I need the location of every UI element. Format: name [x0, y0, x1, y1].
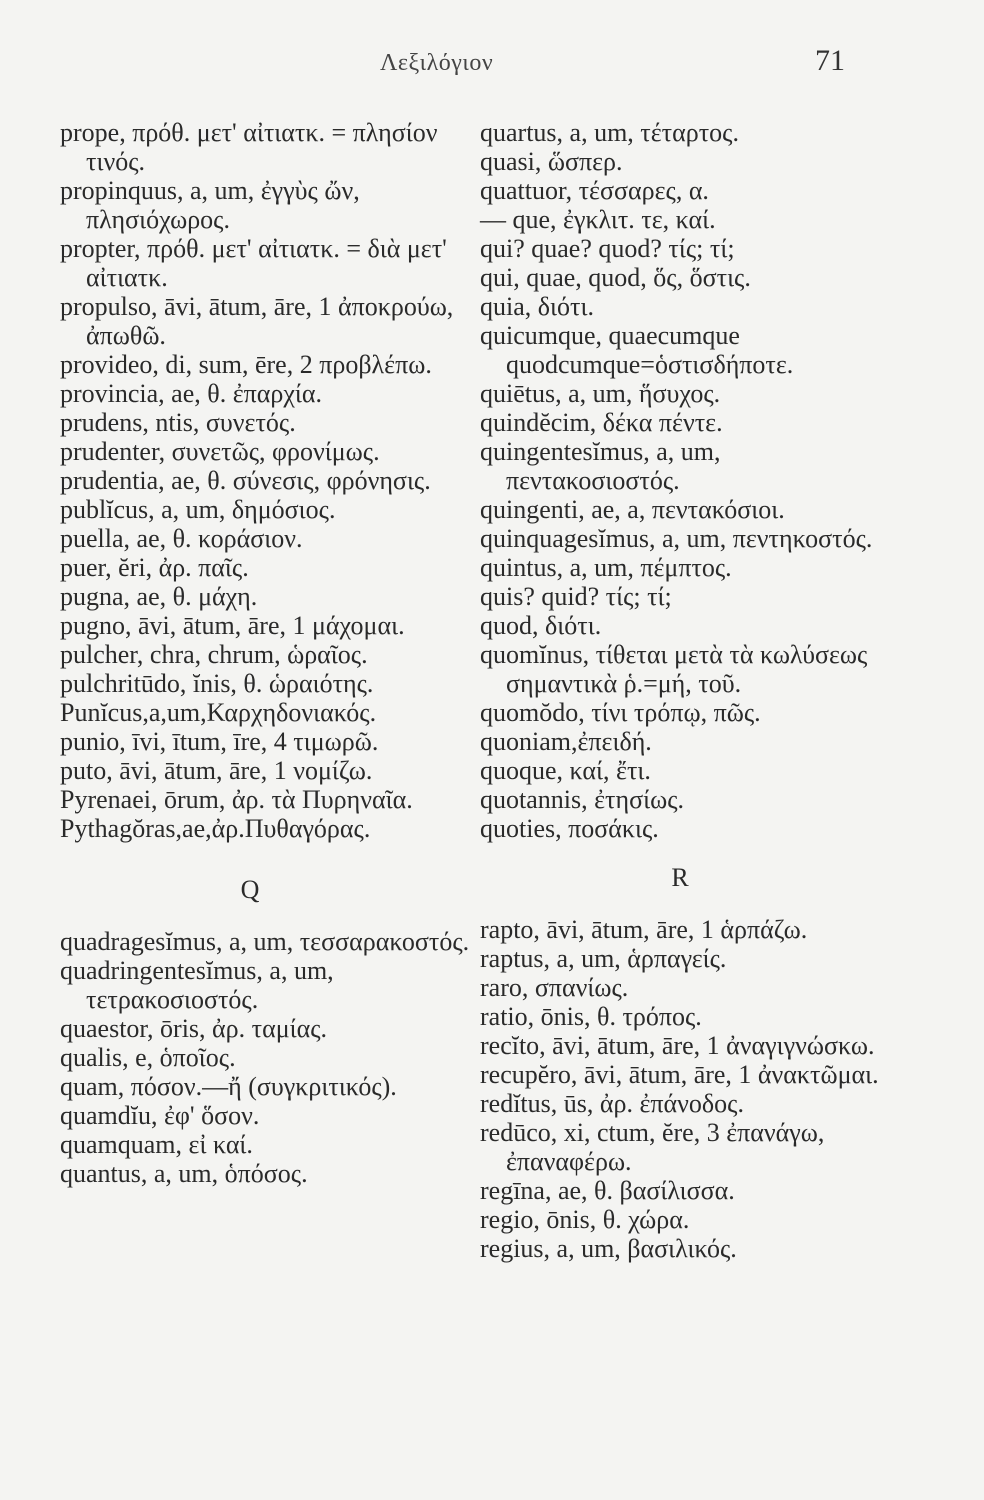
letter-heading-r: R — [671, 863, 689, 892]
entry: quomŏdo, τίνι τρόπῳ, πῶς. — [480, 698, 761, 727]
entry: puer, ĕri, ἀρ. παῖς. — [60, 553, 249, 582]
entry: quotannis, ἐτησίως. — [480, 785, 684, 814]
entry: quintus, a, um, πέμπτος. — [480, 553, 732, 582]
entry: pulchritūdo, ĭnis, θ. ὡραιότης. — [60, 669, 374, 698]
entry: puto, āvi, ātum, āre, 1 νομίζω. — [60, 756, 373, 785]
entry: Pyrenaei, ōrum, ἀρ. τὰ Πυρηναῖα. — [60, 785, 413, 814]
entry: quis? quid? τίς; τί; — [480, 582, 672, 611]
entry: qualis, e, ὁποῖος. — [60, 1043, 236, 1072]
entry: quantus, a, um, ὁπόσος. — [60, 1159, 308, 1188]
entry: prudentia, ae, θ. σύνεσις, φρόνησις. — [60, 466, 431, 495]
entry: quam, πόσον.—ἤ (συγκριτικός). — [60, 1072, 397, 1101]
entry: Punĭcus,a,um,Καρχηδονιακός. — [60, 698, 377, 727]
entry: quod, διότι. — [480, 611, 602, 640]
letter-heading-q: Q — [240, 875, 260, 904]
page-number: 71 — [815, 44, 845, 77]
entry: quasi, ὥσπερ. — [480, 147, 623, 176]
entry: regio, ōnis, θ. χώρα. — [480, 1205, 690, 1234]
entry: quingentesĭmus, a, um, πεντακοσιοστός. — [480, 437, 721, 495]
entry: quoque, καί, ἔτι. — [480, 756, 651, 785]
entry: quiētus, a, um, ἥσυχος. — [480, 379, 721, 408]
entry: quomĭnus, τίθεται μετὰ τὰ κωλύσεως σημαντικὰ ῥ.=μή, τοῦ. — [480, 640, 868, 698]
entry: raptus, a, um, ἁρπαγείς. — [480, 944, 727, 973]
left-column — [60, 118, 470, 1188]
entry: rapto, āvi, ātum, āre, 1 ἁρπάζω. — [480, 915, 808, 944]
entry: quoties, ποσάκις. — [480, 814, 659, 843]
entry: redĭtus, ūs, ἀρ. ἐπάνοδος. — [480, 1089, 744, 1118]
entry: qui? quae? quod? τίς; τί; — [480, 234, 735, 263]
running-title: Λεξιλόγιον — [380, 50, 494, 76]
entry: quamquam, εἰ καί. — [60, 1130, 253, 1159]
entry: ratio, ōnis, θ. τρόπος. — [480, 1002, 702, 1031]
entry: qui, quae, quod, ὅς, ὅστις. — [480, 263, 751, 292]
entry: prudens, ntis, συνετός. — [60, 408, 296, 437]
entry: Pythagŏras,ae,ἀρ.Πυθαγόρας. — [60, 814, 371, 843]
entry: provideo, di, sum, ēre, 2 προβλέπω. — [60, 350, 432, 379]
entry: prudenter, συνετῶς, φρονίμως. — [60, 437, 380, 466]
entry: quoniam,ἐπειδή. — [480, 727, 652, 756]
entry: redūco, xi, ctum, ĕre, 3 ἐπανάγω, ἐπαναφέρω. — [480, 1118, 825, 1176]
entry: quattuor, τέσσαρες, α. — [480, 176, 709, 205]
entry: quartus, a, um, τέταρτος. — [480, 118, 739, 147]
entry: pugno, āvi, ātum, āre, 1 μάχομαι. — [60, 611, 405, 640]
entry: raro, σπανίως. — [480, 973, 629, 1002]
running-head — [0, 42, 984, 92]
entry: regīna, ae, θ. βασίλισσα. — [480, 1176, 735, 1205]
right-column — [480, 118, 900, 1263]
entry: propinquus, a, um, ἐγγὺς ὤν, πλησιόχωρος. — [60, 176, 360, 234]
entry: quia, διότι. — [480, 292, 594, 321]
entry: prope, πρόθ. μετ' αἰτιατκ. = πλησίον τινός. — [60, 118, 438, 176]
entry: quingenti, ae, a, πεντακόσιοι. — [480, 495, 785, 524]
entry: quinquagesĭmus, a, um, πεντηκοστός. — [480, 524, 873, 553]
entry: quamdĭu, ἐφ' ὅσον. — [60, 1101, 260, 1130]
entry: regius, a, um, βασιλικός. — [480, 1234, 737, 1263]
entry: quadringentesĭmus, a, um, τετρακοσιοστός. — [60, 956, 334, 1014]
entry: — que, ἐγκλιτ. τε, καί. — [480, 205, 716, 234]
entry: quaestor, ōris, ἀρ. ταμίας. — [60, 1014, 328, 1043]
entry: quicumque, quaecumque quodcumque=ὁστισδήποτε. — [480, 321, 794, 379]
entry: publĭcus, a, um, δημόσιος. — [60, 495, 336, 524]
entry: puella, ae, θ. κοράσιον. — [60, 524, 303, 553]
entry: propulso, āvi, ātum, āre, 1 ἀποκρούω, ἀπωθῶ. — [60, 292, 454, 350]
entry: quindĕcim, δέκα πέντε. — [480, 408, 723, 437]
entry: pugna, ae, θ. μάχη. — [60, 582, 258, 611]
entry: quadragesĭmus, a, um, τεσσαρακοστός. — [60, 927, 470, 956]
entry: provincia, ae, θ. ἐπαρχία. — [60, 379, 323, 408]
entry: recupĕro, āvi, ātum, āre, 1 ἀνακτῶμαι. — [480, 1060, 879, 1089]
entry: punio, īvi, ītum, īre, 4 τιμωρῶ. — [60, 727, 379, 756]
entry: pulcher, chra, chrum, ὡραῖος. — [60, 640, 368, 669]
entry: propter, πρόθ. μετ' αἰτιατκ. = διὰ μετ' αἰτιατκ. — [60, 234, 447, 292]
entry: recĭto, āvi, ātum, āre, 1 ἀναγιγνώσκω. — [480, 1031, 875, 1060]
